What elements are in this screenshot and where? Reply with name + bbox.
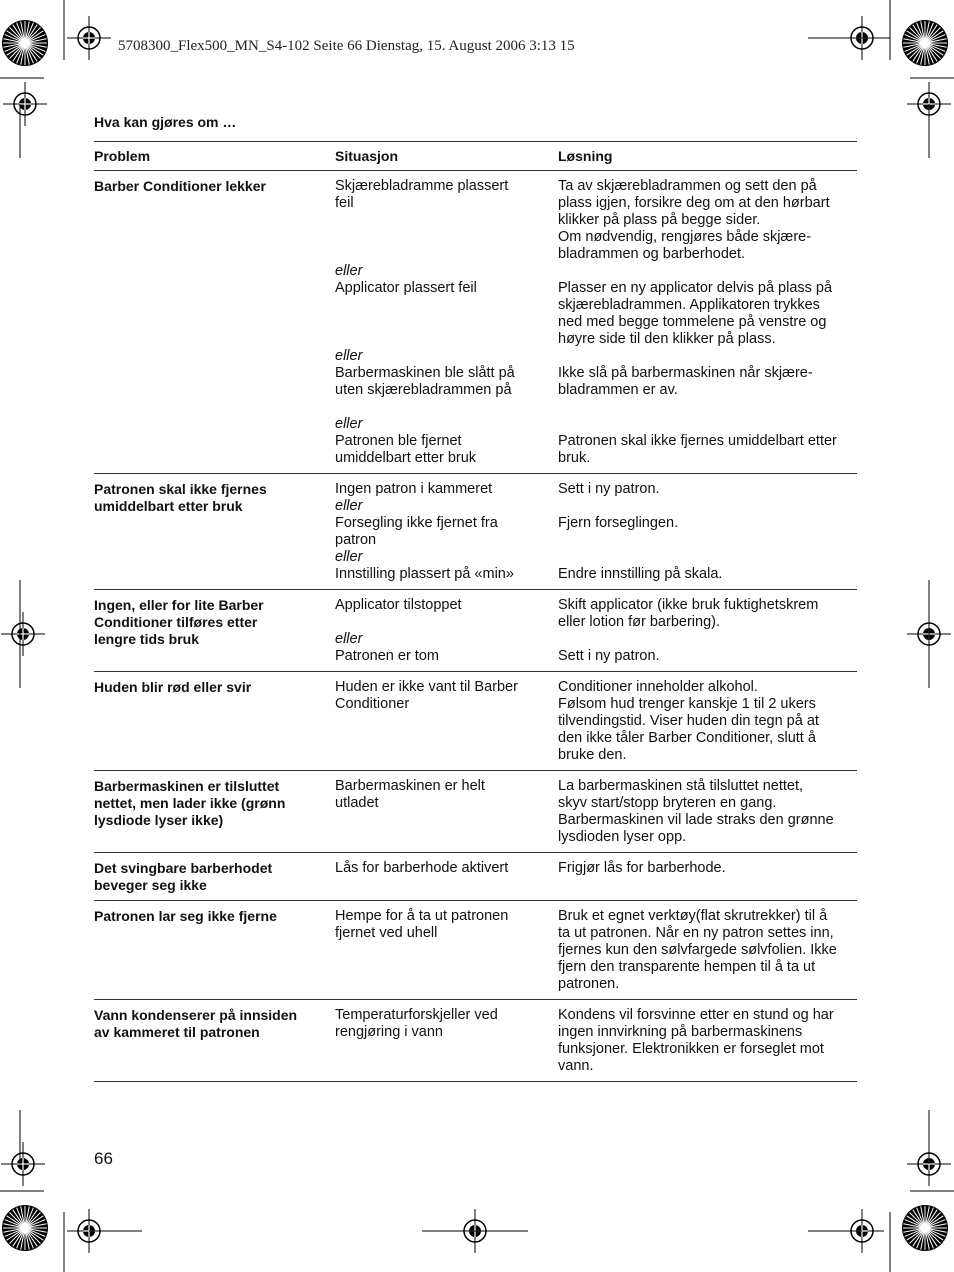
solution-line: Barbermaskinen vil lade straks den grønne: [558, 812, 834, 828]
situation-line: Ingen patron i kammeret: [335, 481, 493, 497]
solution-line: Plasser en ny applicator delvis på plass på: [558, 280, 833, 296]
problem-line: Conditioner tilføres etter: [94, 614, 258, 630]
situation-line: Innstilling plassert på «min»: [335, 566, 514, 582]
situation-line: [335, 297, 552, 314]
situation-line: eller: [335, 348, 363, 364]
table-body: [94, 171, 857, 1082]
problem-cell: [94, 178, 335, 467]
problem-line: av kammeret til patronen: [94, 1024, 260, 1040]
situation-line: eller: [335, 549, 363, 565]
table-row: [94, 771, 857, 853]
solution-line: Ikke slå på barbermaskinen når skjære-: [558, 365, 813, 381]
solution-line: fjernes kun den sølvfargede sølvfolien. Ikke: [558, 942, 837, 958]
solution-line: ingen innvirkning på barbermaskinens: [558, 1024, 803, 1040]
solution-cell: [558, 178, 857, 467]
print-header: 5708300_Flex500_MN_S4-102 Seite 66 Dienstag, 15. August 2006 3:13 15: [118, 38, 575, 54]
solution-line: Ta av skjærebladrammen og sett den på: [558, 178, 817, 194]
problem-line: Det svingbare barberhodet: [94, 860, 273, 876]
solution-cell: [558, 908, 857, 993]
problem-cell: [94, 481, 335, 583]
situation-cell: [335, 481, 558, 583]
solution-line: [558, 399, 857, 416]
problem-line: Patronen skal ikke fjernes: [94, 481, 267, 497]
solution-line: ta ut patronen. Når en ny patron settes inn,: [558, 925, 834, 941]
solution-line: [558, 532, 857, 549]
solution-cell: [558, 860, 857, 894]
situation-line: [335, 614, 552, 631]
problem-line: umiddelbart etter bruk: [94, 498, 243, 514]
situation-line: rengjøring i vann: [335, 1024, 443, 1040]
situation-line: patron: [335, 532, 377, 548]
problem-cell: [94, 1007, 335, 1075]
problem-cell: [94, 597, 335, 665]
solution-line: Conditioner inneholder alkohol.: [558, 679, 758, 695]
situation-line: Applicator tilstoppet: [335, 597, 462, 613]
table-row: [94, 590, 857, 672]
situation-line: [335, 229, 552, 246]
situation-line: uten skjærebladrammen på: [335, 382, 512, 398]
solution-line: [558, 263, 857, 280]
solution-line: Fjern forseglingen.: [558, 515, 679, 531]
situation-cell: [335, 778, 558, 846]
situation-line: umiddelbart etter bruk: [335, 450, 477, 466]
solution-line: [558, 631, 857, 648]
situation-cell: [335, 679, 558, 764]
situation-line: eller: [335, 498, 363, 514]
solution-line: [558, 498, 857, 515]
solution-line: skyv start/stopp bryteren en gang.: [558, 795, 777, 811]
situation-line: Forsegling ikke fjernet fra: [335, 515, 498, 531]
table-row: [94, 672, 857, 771]
situation-line: Patronen ble fjernet: [335, 433, 462, 449]
solution-line: lysdioden lyser opp.: [558, 829, 687, 845]
situation-cell: [335, 597, 558, 665]
situation-cell: [335, 178, 558, 467]
problem-cell: [94, 860, 335, 894]
solution-cell: [558, 1007, 857, 1075]
situation-line: Barbermaskinen ble slått på: [335, 365, 515, 381]
solution-line: bladrammen og barberhodet.: [558, 246, 746, 262]
situation-line: [335, 331, 552, 348]
situation-line: Barbermaskinen er helt: [335, 778, 485, 794]
solution-line: Frigjør lås for barberhode.: [558, 860, 726, 876]
table-row: [94, 853, 857, 901]
situation-line: Patronen er tom: [335, 648, 439, 664]
situation-line: Hempe for å ta ut patronen: [335, 908, 509, 924]
solution-line: Om nødvendig, rengjøres både skjære-: [558, 229, 812, 245]
solution-line: skjærebladrammen. Applikatoren trykkes: [558, 297, 820, 313]
situation-line: feil: [335, 195, 354, 211]
section-heading: Hva kan gjøres om …: [94, 114, 237, 130]
troubleshooting-table: [94, 141, 857, 1082]
problem-cell: [94, 908, 335, 993]
table-header-row: [94, 142, 857, 171]
page-number: 66: [94, 1149, 113, 1168]
solution-line: bruke den.: [558, 747, 627, 763]
problem-line: lysdiode lyser ikke): [94, 812, 224, 828]
solution-line: patronen.: [558, 976, 620, 992]
situation-line: [335, 246, 552, 263]
solution-line: Følsom hud trenger kanskje 1 til 2 ukers: [558, 696, 816, 712]
solution-line: eller lotion før barbering).: [558, 614, 720, 630]
solution-line: Sett i ny patron.: [558, 481, 660, 497]
situation-line: [335, 212, 552, 229]
problem-line: Huden blir rød eller svir: [94, 679, 252, 695]
column-header-situation: Situasjon: [335, 148, 399, 164]
situation-cell: [335, 1007, 558, 1075]
situation-line: Skjærebladramme plassert: [335, 178, 509, 194]
situation-line: utladet: [335, 795, 379, 811]
problem-line: Ingen, eller for lite Barber: [94, 597, 264, 613]
situation-line: [335, 314, 552, 331]
situation-line: Huden er ikke vant til Barber: [335, 679, 518, 695]
table-row: [94, 1000, 857, 1082]
column-header-problem: Problem: [94, 148, 151, 164]
solution-line: ned med begge tommelene på venstre og: [558, 314, 827, 330]
problem-line: Barbermaskinen er tilsluttet: [94, 778, 280, 794]
solution-line: La barbermaskinen stå tilsluttet nettet,: [558, 778, 804, 794]
situation-line: eller: [335, 263, 363, 279]
situation-line: fjernet ved uhell: [335, 925, 438, 941]
solution-line: Patronen skal ikke fjernes umiddelbart etter: [558, 433, 837, 449]
solution-line: vann.: [558, 1058, 594, 1074]
solution-line: klikker på plass på begge sider.: [558, 212, 761, 228]
solution-line: fjern den transparente hempen til å ta ut: [558, 959, 816, 975]
column-header-solution: Løsning: [558, 148, 613, 164]
problem-line: Barber Conditioner lekker: [94, 178, 266, 194]
solution-line: Bruk et egnet verktøy(flat skrutrekker) til å: [558, 908, 828, 924]
problem-line: Vann kondenserer på innsiden: [94, 1007, 298, 1023]
table-row: [94, 171, 857, 474]
solution-cell: [558, 597, 857, 665]
solution-cell: [558, 778, 857, 846]
solution-line: [558, 348, 857, 365]
solution-line: høyre side til den klikker på plass.: [558, 331, 776, 347]
problem-line: Patronen lar seg ikke fjerne: [94, 908, 277, 924]
solution-line: Sett i ny patron.: [558, 648, 660, 664]
situation-line: Lås for barberhode aktivert: [335, 860, 509, 876]
table-row: [94, 901, 857, 1000]
solution-line: funksjoner. Elektronikken er forseglet mot: [558, 1041, 824, 1057]
solution-line: [558, 416, 857, 433]
situation-line: [335, 399, 552, 416]
solution-line: [558, 549, 857, 566]
solution-cell: [558, 679, 857, 764]
problem-cell: [94, 679, 335, 764]
situation-cell: [335, 908, 558, 993]
situation-line: eller: [335, 416, 363, 432]
situation-line: eller: [335, 631, 363, 647]
solution-line: plass igjen, forsikre deg om at den hørbart: [558, 195, 830, 211]
situation-line: Temperaturforskjeller ved: [335, 1007, 498, 1023]
solution-line: bruk.: [558, 450, 591, 466]
solution-line: den ikke tåler Barber Conditioner, slutt å: [558, 730, 816, 746]
solution-line: bladrammen er av.: [558, 382, 678, 398]
solution-line: Skift applicator (ikke bruk fuktighetskrem: [558, 597, 819, 613]
problem-line: lengre tids bruk: [94, 631, 200, 647]
problem-line: beveger seg ikke: [94, 877, 207, 893]
solution-cell: [558, 481, 857, 583]
solution-line: Kondens vil forsvinne etter en stund og har: [558, 1007, 834, 1023]
table-row: [94, 474, 857, 590]
problem-line: nettet, men lader ikke (grønn: [94, 795, 286, 811]
solution-line: Endre innstilling på skala.: [558, 566, 723, 582]
situation-line: Conditioner: [335, 696, 410, 712]
problem-cell: [94, 778, 335, 846]
solution-line: tilvendingstid. Viser huden din tegn på at: [558, 713, 819, 729]
situation-line: Applicator plassert feil: [335, 280, 477, 296]
situation-cell: [335, 860, 558, 894]
